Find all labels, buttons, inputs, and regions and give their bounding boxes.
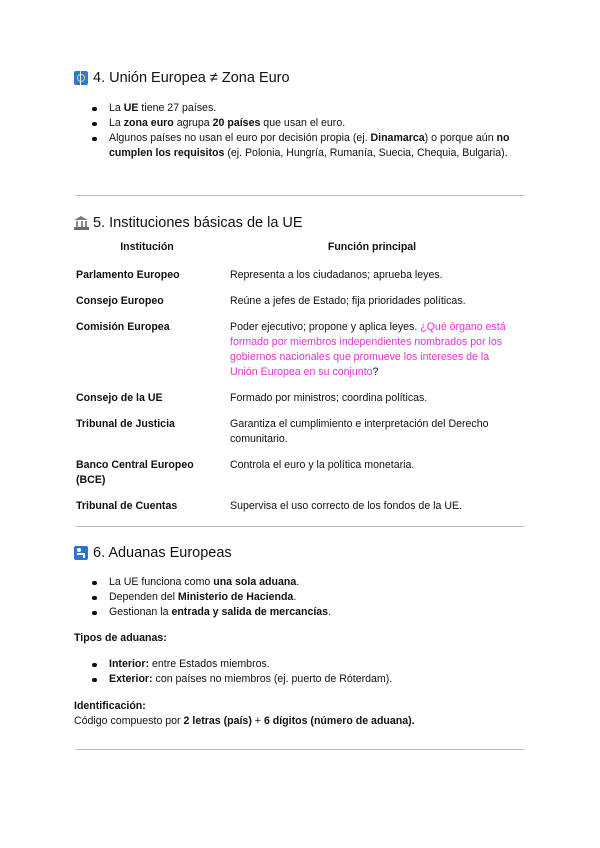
list-item: La zona euro agrupa 20 países que usan el euro. — [90, 116, 520, 131]
list-item: Exterior: con países no miembros (ej. puerto de Róterdam). — [90, 672, 520, 687]
column-header-function: Función principal — [327, 241, 417, 253]
institution-name: Consejo de la UE — [76, 392, 163, 404]
institution-function: Garantiza el cumplimiento e interpretación del Derecho comunitario. — [230, 418, 489, 445]
table-row — [72, 315, 522, 386]
institution-name: Tribunal de Justicia — [76, 418, 175, 430]
section-5-heading — [74, 215, 303, 231]
institution-function: Poder ejecutivo; propone y aplica leyes. ¿Qué órgano está formado por miembros independientes nombrados por los gobiernos nacionales que promueve los intereses de la Unión Europea en su conjunto? — [230, 321, 506, 378]
section-4-title: 4. Unión Europea ≠ Zona Euro — [93, 70, 290, 86]
table-row — [72, 263, 522, 289]
list-item: Interior: entre Estados miembros. — [90, 657, 520, 672]
institution-function: Formado por ministros; coordina políticas. — [230, 392, 428, 404]
table-row — [72, 412, 522, 453]
identification-label: Identificación: — [74, 700, 146, 712]
customs-types-list — [90, 657, 520, 687]
institution-function: Controla el euro y la política monetaria. — [230, 459, 415, 471]
table-row — [72, 289, 522, 315]
list-item: Gestionan la entrada y salida de mercancías. — [90, 605, 520, 620]
customs-types-label: Tipos de aduanas: — [74, 632, 167, 644]
highlighted-question: ¿Qué órgano está formado por miembros independientes nombrados por los gobiernos nacionales que promueve los intereses de la Unión Europea en su conjunto — [230, 321, 506, 378]
table-row — [72, 453, 522, 494]
section-4-heading — [74, 70, 290, 86]
table-row — [72, 386, 522, 412]
section-5-title: 5. Instituciones básicas de la UE — [93, 215, 303, 231]
column-header-institution: Institución — [120, 241, 174, 253]
divider — [76, 749, 524, 750]
institution-function: Reúne a jefes de Estado; fija prioridades políticas. — [230, 295, 466, 307]
divider — [76, 526, 524, 527]
institution-function: Representa a los ciudadanos; aprueba leyes. — [230, 269, 443, 281]
section-6-title: 6. Aduanas Europeas — [93, 545, 232, 561]
eu-book-icon — [74, 71, 88, 85]
section-4-list — [90, 101, 520, 161]
institution-function: Supervisa el uso correcto de los fondos de la UE. — [230, 500, 463, 512]
list-item: La UE funciona como una sola aduana. — [90, 575, 520, 590]
institution-name: Consejo Europeo — [76, 295, 164, 307]
list-item: Dependen del Ministerio de Hacienda. — [90, 590, 520, 605]
institution-name: Tribunal de Cuentas — [76, 500, 178, 512]
divider — [76, 195, 524, 196]
table-header-row — [72, 234, 522, 263]
section-6-heading — [74, 545, 232, 561]
identification-text: Código compuesto por 2 letras (país) + 6 dígitos (número de aduana). — [74, 715, 415, 727]
table-row — [72, 494, 522, 520]
list-item: La UE tiene 27 países. — [90, 101, 520, 116]
classical-building-icon — [74, 216, 88, 230]
institution-name: Comisión Europea — [76, 321, 170, 333]
institution-name: Parlamento Europeo — [76, 269, 180, 281]
customs-icon — [74, 546, 88, 560]
institutions-table — [72, 234, 522, 520]
institution-name: Banco Central Europeo (BCE) — [76, 459, 194, 486]
section-6-list — [90, 575, 520, 620]
list-item: Algunos países no usan el euro por decisión propia (ej. Dinamarca) o porque aún no cumplen los requisitos (ej. Polonia, Hungría, Rumanía, Suecia, Chequia, Bulgaria). — [90, 131, 520, 161]
